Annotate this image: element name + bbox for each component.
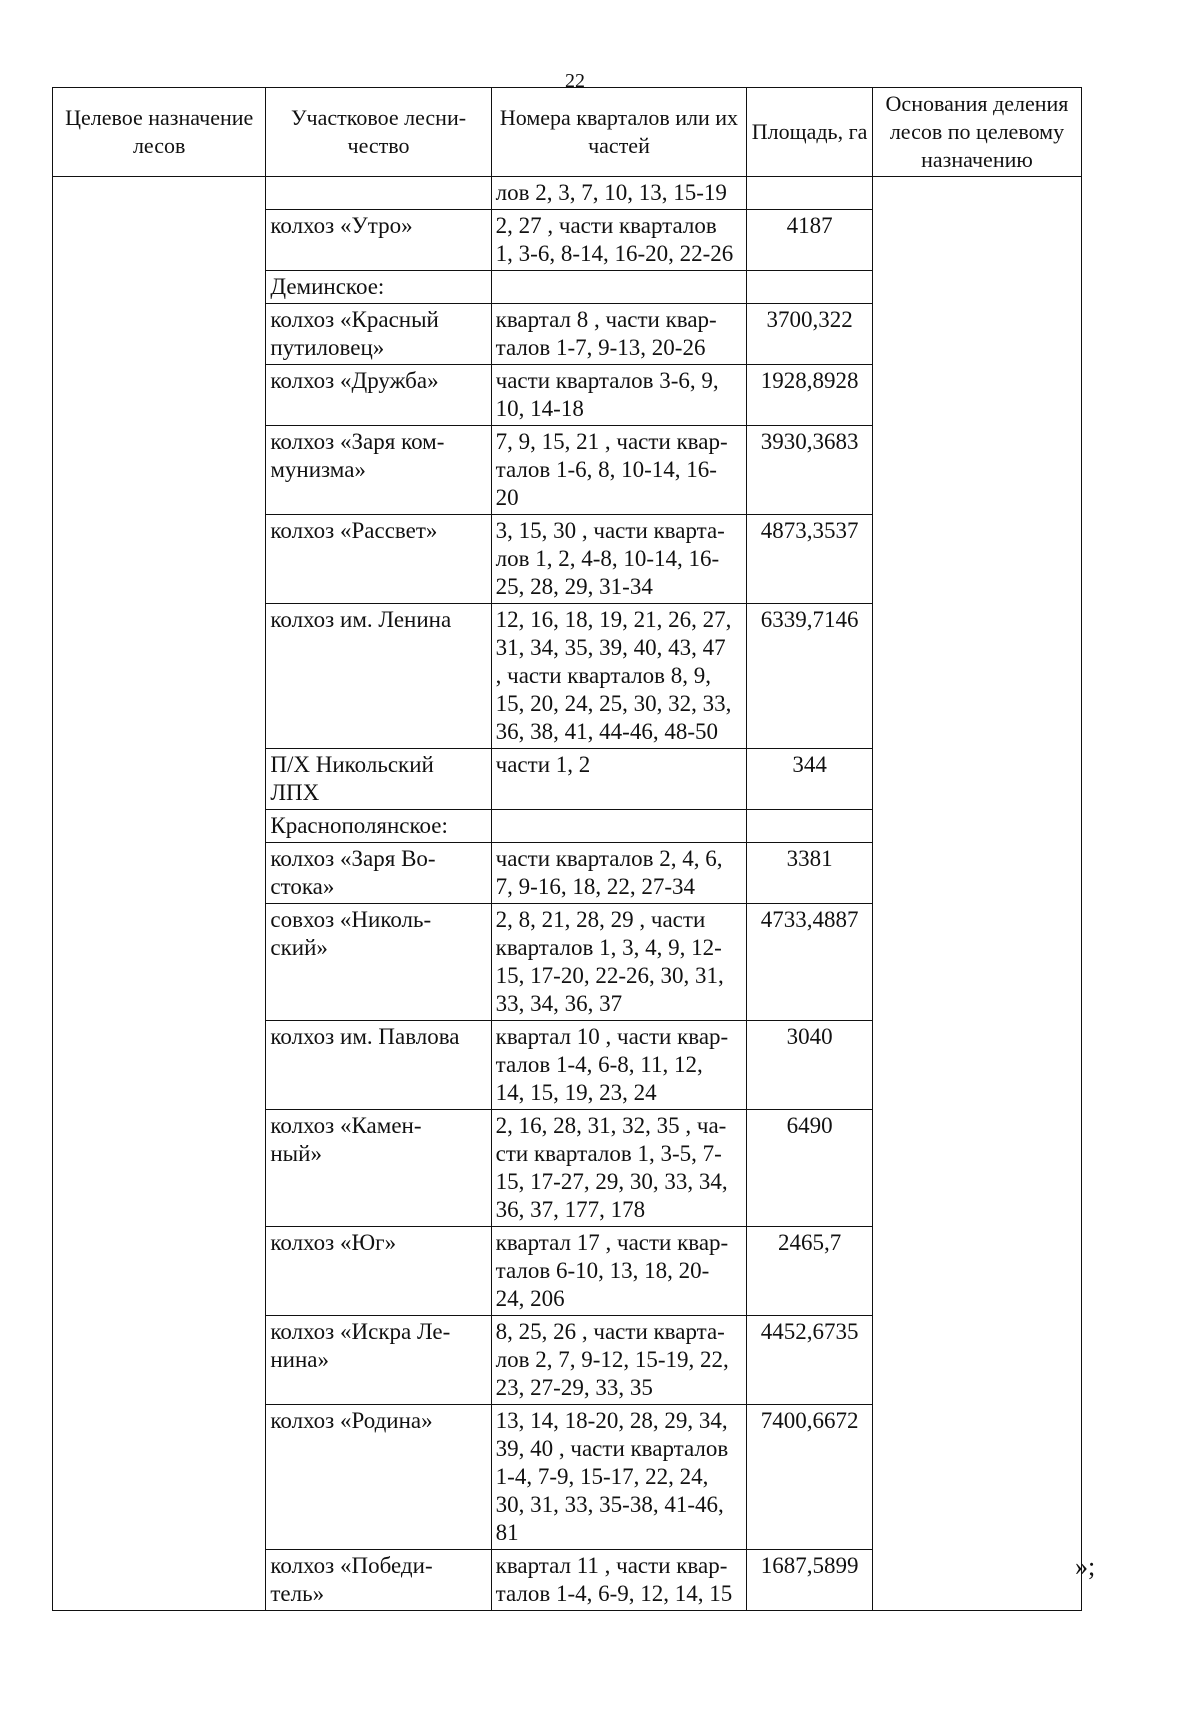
area-cell: 4187 bbox=[747, 210, 873, 271]
area-cell: 6490 bbox=[747, 1110, 873, 1227]
quarters-cell: квартал 8 , части квар- талов 1-7, 9-13, 20-26 bbox=[491, 304, 747, 365]
area-cell: 1687,5899 bbox=[747, 1550, 873, 1611]
quarters-cell: 7, 9, 15, 21 , части квар- талов 1-6, 8, 10-14, 16- 20 bbox=[491, 426, 747, 515]
quarters-cell: квартал 10 , части квар- талов 1-4, 6-8, 11, 12, 14, 15, 19, 23, 24 bbox=[491, 1021, 747, 1110]
quarters-cell: 13, 14, 18-20, 28, 29, 34, 39, 40 , части кварталов 1-4, 7-9, 15-17, 22, 24, 30, 31, 33, 35-38, 41-46, 81 bbox=[491, 1405, 747, 1550]
forestry-cell: колхоз им. Ленина bbox=[266, 604, 491, 749]
quarters-cell bbox=[491, 810, 747, 843]
area-cell: 4873,3537 bbox=[747, 515, 873, 604]
basis-cell bbox=[872, 177, 1081, 1611]
forest-purpose-table bbox=[52, 87, 1082, 1611]
quarters-cell: квартал 11 , части квар- талов 1-4, 6-9, 12, 14, 15 bbox=[491, 1550, 747, 1611]
quarters-cell: части 1, 2 bbox=[491, 749, 747, 810]
area-cell bbox=[747, 810, 873, 843]
quarters-cell: 12, 16, 18, 19, 21, 26, 27, 31, 34, 35, 39, 40, 43, 47 , части кварталов 8, 9, 15, 20, 24, 25, 30, 32, 33, 36, 38, 41, 44-46, 48-50 bbox=[491, 604, 747, 749]
forestry-cell: колхоз «Искра Ле- нина» bbox=[266, 1316, 491, 1405]
quarters-cell bbox=[491, 271, 747, 304]
closing-mark: »; bbox=[1075, 1552, 1096, 1581]
header-area: Площадь, га bbox=[747, 88, 873, 177]
area-cell: 344 bbox=[747, 749, 873, 810]
header-forest-purpose: Целевое назначение лесов bbox=[53, 88, 266, 177]
area-cell: 1928,8928 bbox=[747, 365, 873, 426]
forestry-cell: колхоз «Заря Во- стока» bbox=[266, 843, 491, 904]
forestry-cell: П/Х Никольский ЛПХ bbox=[266, 749, 491, 810]
table-body bbox=[53, 177, 1082, 1611]
forestry-cell: Краснополянское: bbox=[266, 810, 491, 843]
forestry-cell: колхоз «Красный путиловец» bbox=[266, 304, 491, 365]
area-cell bbox=[747, 271, 873, 304]
header-forestry: Участковое лесни- чество bbox=[266, 88, 491, 177]
header-quarters: Номера кварталов или их частей bbox=[491, 88, 747, 177]
forestry-cell: колхоз «Камен- ный» bbox=[266, 1110, 491, 1227]
area-cell: 2465,7 bbox=[747, 1227, 873, 1316]
header-basis: Основания деления лесов по целевому назначению bbox=[872, 88, 1081, 177]
page-number: 22 bbox=[565, 70, 585, 92]
table-row bbox=[53, 177, 1082, 210]
area-cell: 3700,322 bbox=[747, 304, 873, 365]
forestry-cell bbox=[266, 177, 491, 210]
area-cell bbox=[747, 177, 873, 210]
forestry-cell: Деминское: bbox=[266, 271, 491, 304]
area-cell: 4733,4887 bbox=[747, 904, 873, 1021]
forestry-cell: колхоз «Рассвет» bbox=[266, 515, 491, 604]
quarters-cell: лов 2, 3, 7, 10, 13, 15-19 bbox=[491, 177, 747, 210]
quarters-cell: 2, 8, 21, 28, 29 , части кварталов 1, 3, 4, 9, 12- 15, 17-20, 22-26, 30, 31, 33, 34, 36, 37 bbox=[491, 904, 747, 1021]
quarters-cell: 8, 25, 26 , части кварта- лов 2, 7, 9-12, 15-19, 22, 23, 27-29, 33, 35 bbox=[491, 1316, 747, 1405]
forestry-cell: совхоз «Николь- ский» bbox=[266, 904, 491, 1021]
forestry-cell: колхоз им. Павлова bbox=[266, 1021, 491, 1110]
area-cell: 3040 bbox=[747, 1021, 873, 1110]
forestry-cell: колхоз «Родина» bbox=[266, 1405, 491, 1550]
area-cell: 7400,6672 bbox=[747, 1405, 873, 1550]
forest-purpose-cell bbox=[53, 177, 266, 1611]
quarters-cell: квартал 17 , части квар- талов 6-10, 13, 18, 20- 24, 206 bbox=[491, 1227, 747, 1316]
area-cell: 6339,7146 bbox=[747, 604, 873, 749]
quarters-cell: 3, 15, 30 , части кварта- лов 1, 2, 4-8, 10-14, 16- 25, 28, 29, 31-34 bbox=[491, 515, 747, 604]
forestry-cell: колхоз «Победи- тель» bbox=[266, 1550, 491, 1611]
quarters-cell: части кварталов 3-6, 9, 10, 14-18 bbox=[491, 365, 747, 426]
area-cell: 4452,6735 bbox=[747, 1316, 873, 1405]
quarters-cell: 2, 27 , части кварталов 1, 3-6, 8-14, 16-20, 22-26 bbox=[491, 210, 747, 271]
quarters-cell: части кварталов 2, 4, 6, 7, 9-16, 18, 22, 27-34 bbox=[491, 843, 747, 904]
forestry-cell: колхоз «Юг» bbox=[266, 1227, 491, 1316]
area-cell: 3930,3683 bbox=[747, 426, 873, 515]
forestry-cell: колхоз «Дружба» bbox=[266, 365, 491, 426]
area-cell: 3381 bbox=[747, 843, 873, 904]
forestry-cell: колхоз «Заря ком- мунизма» bbox=[266, 426, 491, 515]
quarters-cell: 2, 16, 28, 31, 32, 35 , ча- сти кварталов 1, 3-5, 7- 15, 17-27, 29, 30, 33, 34, 36, 37, 177, 178 bbox=[491, 1110, 747, 1227]
table-header-row bbox=[53, 88, 1082, 177]
forestry-cell: колхоз «Утро» bbox=[266, 210, 491, 271]
